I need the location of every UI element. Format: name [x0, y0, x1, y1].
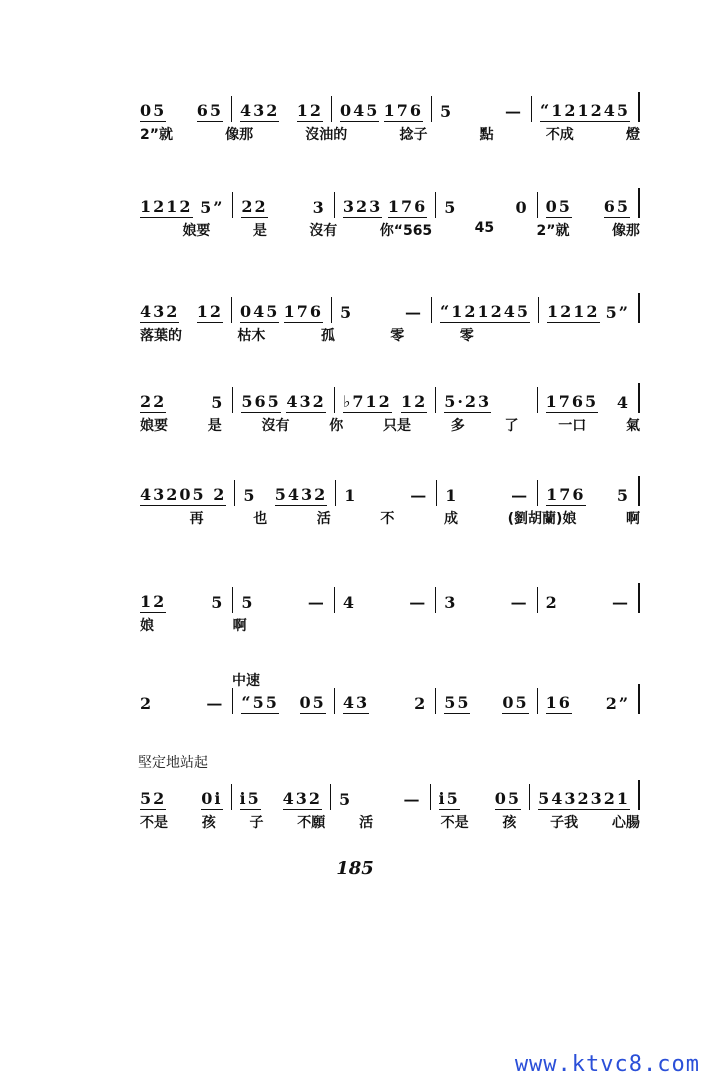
lyric-word: (劉胡蘭)娘 — [507, 511, 577, 527]
lyric-word: 零 — [459, 328, 474, 344]
note-group: 12 — [400, 392, 428, 411]
lyrics-line — [140, 220, 640, 240]
measure — [232, 192, 333, 218]
measure — [529, 784, 638, 810]
note-group: — — [405, 303, 423, 322]
lyric-word: 枯木 — [237, 328, 266, 344]
lyric-word: 沒有 — [261, 418, 290, 434]
note-group: 2321 — [577, 789, 630, 808]
lyric-word: 活 — [359, 815, 374, 831]
note-group: 12 — [196, 302, 223, 321]
note-group: 5 — [339, 790, 353, 809]
lyric-word: 再 — [189, 511, 204, 527]
note-group: 5” — [605, 303, 630, 322]
note-group: — — [511, 486, 530, 505]
score-system — [140, 583, 640, 634]
note-group: 2 — [545, 593, 559, 612]
measure — [537, 688, 638, 714]
note-group: 565 — [241, 392, 281, 411]
lyric-word: 啊 — [625, 511, 640, 527]
watermark: www.ktvc8.com — [514, 1052, 700, 1077]
lyric-word: 娘 — [140, 618, 154, 634]
note-group: 2 — [140, 694, 154, 713]
lyric-word: 是 — [207, 418, 222, 434]
note-group: 5 — [340, 303, 354, 322]
measure — [232, 688, 333, 714]
lyric-word: 2”就 — [536, 223, 570, 239]
note-group: 05 — [502, 693, 529, 712]
lyric-word: 燈 — [625, 127, 640, 143]
score-system — [140, 92, 640, 143]
measure — [140, 297, 231, 323]
note-group: 5 — [211, 393, 225, 412]
notation-line — [140, 383, 640, 413]
note-group: 0i — [201, 789, 223, 808]
lyric-word: 一口 — [558, 418, 587, 434]
lyric-word: 不成 — [545, 127, 574, 143]
lyric-word: 多 — [450, 418, 465, 434]
lyric-word: 子 — [249, 815, 264, 831]
notation-line — [140, 293, 640, 323]
note-group: 543 — [538, 789, 578, 808]
measure — [334, 387, 435, 413]
lyric-word: 娘要 — [182, 223, 211, 239]
note-group: 2 — [414, 694, 428, 713]
lyric-word: 心腸 — [611, 815, 640, 831]
note-group: 4 — [342, 593, 356, 612]
lyric-word: 不願 — [297, 815, 326, 831]
notation-line — [140, 188, 640, 218]
note-group: 22 — [241, 197, 268, 216]
measure — [435, 688, 536, 714]
measure — [435, 387, 536, 413]
measure — [537, 480, 638, 506]
measure — [431, 96, 531, 122]
lyric-word: 不是 — [440, 815, 469, 831]
measure — [435, 587, 536, 613]
note-group: 1 — [344, 486, 358, 505]
note-group: 0 — [515, 198, 529, 217]
note-group: 5 — [243, 486, 257, 505]
measure — [330, 784, 430, 810]
measure — [231, 297, 331, 323]
note-group: 432 — [286, 392, 326, 411]
lyrics-line — [140, 124, 640, 144]
note-group: 3 — [444, 593, 458, 612]
measure — [335, 480, 436, 506]
lyric-word: 活 — [316, 511, 331, 527]
measure — [140, 387, 232, 413]
page-number: 185 — [336, 858, 374, 879]
measure — [538, 297, 638, 323]
measure — [231, 784, 331, 810]
lyric-word: 啊 — [232, 618, 247, 634]
note-group: 5·23 — [444, 392, 492, 411]
measure — [537, 387, 638, 413]
lyric-word: 只是 — [383, 418, 411, 434]
note-group: 176 — [387, 197, 428, 216]
note-group: — — [403, 790, 422, 809]
note-group: 43 — [342, 693, 370, 712]
note-group: 05 — [494, 789, 522, 808]
note-group: “1212 — [440, 302, 504, 321]
score-system — [140, 476, 640, 527]
lyrics-line — [140, 415, 640, 435]
note-group: 5 — [241, 593, 255, 612]
note-group: 65 — [196, 101, 223, 120]
note-group: i5 — [239, 789, 261, 808]
score-system — [140, 684, 640, 718]
notation-line — [140, 780, 640, 810]
measure — [431, 297, 538, 323]
measure — [231, 96, 331, 122]
measure — [140, 480, 234, 506]
measure — [140, 784, 231, 810]
note-group: 045 — [340, 101, 380, 120]
lyric-word: 捻子 — [399, 127, 428, 143]
measure — [436, 480, 537, 506]
lyrics-line — [140, 615, 640, 635]
lyric-word: 點 — [479, 127, 494, 143]
score-system — [140, 188, 640, 239]
lyric-word: 孩 — [502, 815, 517, 831]
note-group: 045 — [240, 302, 280, 321]
note-group: 12 — [140, 592, 167, 611]
score-system — [140, 780, 640, 831]
note-group: “1212 — [540, 101, 604, 120]
notation-line — [140, 92, 640, 122]
measure — [140, 688, 232, 714]
measure — [334, 587, 435, 613]
score-system — [140, 383, 640, 434]
lyric-word: 氣 — [626, 418, 640, 434]
score-system — [140, 293, 640, 344]
lyric-word: 孤 — [320, 328, 335, 344]
note-group: 176 — [283, 302, 323, 321]
note-group: ♭712 — [342, 392, 392, 411]
measure — [334, 192, 435, 218]
note-group: 1 — [445, 486, 459, 505]
note-group: 05 — [545, 197, 572, 216]
lyric-word: 成 — [443, 511, 458, 527]
lyrics-line — [140, 508, 640, 528]
lyric-word: 你“565 — [379, 223, 433, 239]
note-group: 432 — [140, 485, 180, 504]
note-group: 5” — [200, 198, 225, 217]
expression-mark: 堅定地站起 — [138, 755, 208, 771]
note-group: 176 — [383, 101, 423, 120]
measure — [140, 96, 231, 122]
notation-line — [140, 583, 640, 613]
note-group: 5 — [616, 486, 630, 505]
measure — [140, 587, 232, 613]
note-group: 5 — [444, 198, 458, 217]
measure — [232, 387, 333, 413]
note-group: — — [410, 486, 429, 505]
note-group: 22 — [140, 392, 167, 411]
note-group: 432 — [240, 101, 280, 120]
lyrics-line — [140, 325, 640, 345]
lyrics-line — [140, 812, 640, 832]
note-group: 52 — [140, 789, 167, 808]
note-group: 432 — [140, 302, 180, 321]
tempo-mark: 中速 — [232, 673, 260, 689]
lyric-word: 45 — [474, 220, 495, 236]
lyric-word: 你 — [329, 418, 344, 434]
lyric-word: 是 — [252, 223, 267, 239]
measure — [537, 192, 638, 218]
note-group: 3 — [312, 198, 326, 217]
lyric-word: 零 — [390, 328, 405, 344]
lyric-word: 不 — [380, 511, 395, 527]
lyric-word: 不是 — [140, 815, 168, 831]
note-group: 176 — [546, 485, 586, 504]
note-group: 05 — [299, 693, 326, 712]
measure — [430, 784, 530, 810]
measure — [331, 96, 431, 122]
note-group: 1765 — [545, 392, 599, 411]
note-group: 2” — [605, 694, 631, 713]
measure — [334, 688, 435, 714]
note-group: 432 — [282, 789, 323, 808]
note-group: 65 — [603, 197, 631, 216]
measure — [234, 480, 335, 506]
note-group: 5 — [440, 102, 454, 121]
lyric-word: 也 — [253, 511, 268, 527]
note-group: “55 — [241, 693, 279, 712]
note-group: 4 — [616, 393, 631, 412]
measure — [232, 587, 333, 613]
measure — [140, 192, 232, 218]
measure — [531, 96, 638, 122]
note-group: 05 2 — [179, 485, 227, 504]
note-group: 1212 — [547, 302, 600, 321]
lyric-word: 娘要 — [140, 418, 168, 434]
note-group: 45 — [603, 101, 630, 120]
lyric-word: 落葉的 — [140, 328, 182, 344]
lyric-word: 子我 — [550, 815, 579, 831]
note-group: 45 — [503, 302, 530, 321]
note-group: 5 — [211, 593, 225, 612]
lyric-word: 沒有 — [309, 223, 338, 239]
note-group: — — [409, 593, 428, 612]
note-group: 5432 — [274, 485, 328, 504]
note-group: 323 — [342, 197, 383, 216]
measure — [537, 587, 638, 613]
measure — [331, 297, 431, 323]
notation-line — [140, 476, 640, 506]
note-group: i5 — [438, 789, 460, 808]
notation-line — [140, 684, 640, 714]
lyric-word: 像那 — [611, 223, 640, 239]
lyric-word: 了 — [504, 418, 519, 434]
note-group: 12 — [296, 101, 323, 120]
note-group: — — [206, 694, 225, 713]
note-group: — — [612, 593, 631, 612]
note-group: 55 — [444, 693, 471, 712]
note-group: — — [505, 102, 523, 121]
lyric-word: 孩 — [201, 815, 216, 831]
lyric-word: 像那 — [225, 127, 254, 143]
lyric-word: 2”就 — [140, 127, 173, 143]
note-group: 16 — [545, 693, 572, 712]
lyric-word: 沒油的 — [305, 127, 348, 143]
measure — [435, 192, 536, 218]
note-group: 1212 — [140, 197, 193, 216]
note-group: 05 — [140, 101, 167, 120]
note-group: — — [510, 593, 529, 612]
note-group: — — [307, 593, 326, 612]
